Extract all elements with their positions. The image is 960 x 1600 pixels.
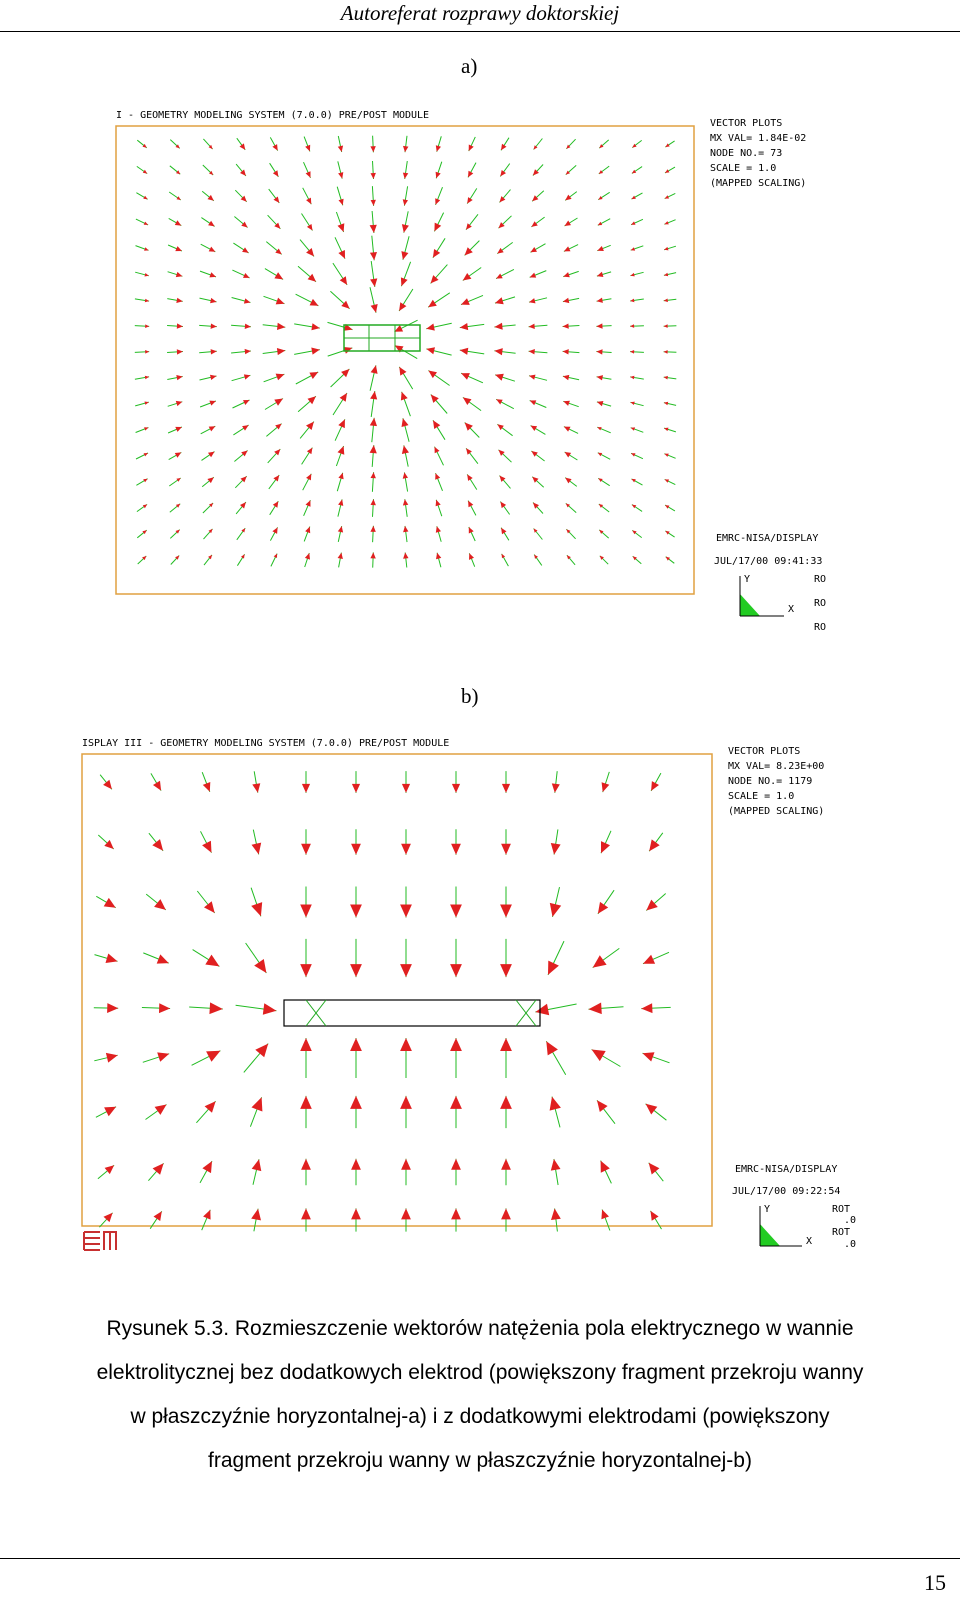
vector-arrowhead: [501, 844, 511, 855]
figure-b-electrode: [284, 1000, 540, 1026]
vector-arrowhead: [467, 197, 473, 204]
vector-arrowhead: [593, 955, 607, 967]
vector-arrowhead: [176, 298, 182, 303]
figure-a-axis-y: Y: [744, 574, 751, 585]
figure-b-info-line: MX VAL= 8.23E+00: [728, 761, 825, 772]
vector-arrowhead: [651, 1211, 659, 1221]
vector-arrowhead: [534, 555, 538, 559]
vector-arrowhead: [311, 348, 320, 355]
vector-arrowhead: [350, 1096, 362, 1109]
vector-arrowhead: [205, 955, 219, 967]
vector-arrowhead: [301, 1208, 311, 1219]
vector-arrowhead: [301, 844, 311, 855]
vector-arrowhead: [154, 1211, 162, 1221]
vector-arrowhead: [371, 200, 376, 206]
vector-arrowhead: [306, 422, 314, 430]
vector-arrowhead: [563, 298, 569, 303]
vector-arrowhead: [401, 277, 408, 286]
vector-arrowhead: [370, 146, 375, 152]
figure-b-info-line: SCALE = 1.0: [728, 791, 795, 802]
vector-arrowhead: [550, 1097, 561, 1111]
vector-arrowhead: [157, 954, 169, 963]
vector-arrowhead: [274, 272, 283, 279]
figure-a-info-line: (MAPPED SCALING): [710, 178, 807, 189]
vector-arrowhead: [631, 427, 635, 430]
vector-arrowhead: [550, 903, 561, 917]
vector-arrowhead: [450, 905, 462, 918]
vector-arrowhead: [495, 297, 504, 304]
vector-arrowhead: [463, 397, 472, 405]
vector-arrowhead: [565, 221, 572, 227]
vector-arrowhead: [500, 905, 512, 918]
vector-arrowhead: [106, 954, 118, 964]
vector-arrowhead: [551, 1209, 561, 1221]
vector-arrowhead: [529, 375, 536, 380]
vector-arrowhead: [340, 276, 347, 285]
vector-arrowhead: [338, 172, 343, 179]
vector-arrowhead: [436, 145, 441, 152]
vector-arrowhead: [300, 1096, 312, 1109]
figure-a-rot-label: RO: [814, 574, 827, 585]
vector-arrowhead: [273, 170, 279, 177]
vector-arrowhead: [563, 324, 569, 329]
vector-arrowhead: [494, 348, 502, 355]
vector-arrowhead: [428, 300, 437, 307]
vector-arrowhead: [664, 376, 668, 380]
vector-arrowhead: [529, 324, 535, 329]
vector-arrowhead: [400, 1096, 412, 1109]
vector-arrowhead: [632, 505, 636, 509]
vector-arrowhead: [104, 898, 116, 908]
vector-arrowhead: [340, 393, 347, 402]
vector-arrowhead: [400, 964, 412, 977]
running-header: Autoreferat rozprawy doktorskiej: [340, 1, 620, 25]
vector-arrowhead: [630, 350, 634, 354]
vector-arrowhead: [436, 172, 441, 179]
vector-arrowhead: [630, 324, 634, 328]
figure-a-rot-label: RO: [814, 622, 827, 633]
vector-arrowhead: [401, 251, 408, 260]
vector-arrowhead: [399, 367, 406, 376]
vector-arrowhead: [251, 1209, 261, 1221]
vector-arrowhead: [209, 1002, 222, 1014]
vector-arrowhead: [208, 221, 215, 227]
vector-arrowhead: [211, 324, 217, 329]
vector-arrowhead: [451, 1159, 461, 1170]
vector-arrowhead: [206, 1051, 220, 1062]
vector-arrowhead: [311, 323, 319, 330]
vector-arrowhead: [597, 401, 604, 406]
vector-arrowhead: [565, 195, 571, 201]
vector-arrowhead: [436, 500, 441, 507]
figure-a-rot-label: RO: [814, 598, 827, 609]
vector-arrowhead: [338, 146, 343, 153]
vector-arrowhead: [531, 221, 537, 227]
vector-arrowhead: [665, 531, 669, 535]
header-rule: [0, 31, 960, 32]
vector-arrowhead: [338, 499, 343, 506]
figure-a-axis-triad: [740, 574, 826, 633]
figure-a-info-line: SCALE = 1.0: [710, 163, 777, 174]
vector-arrowhead: [529, 349, 535, 354]
vector-arrowhead: [176, 478, 180, 482]
vector-arrowhead: [177, 349, 183, 354]
vector-arrowhead: [370, 526, 375, 532]
vector-arrowhead: [646, 900, 658, 911]
caption-line: w płaszczyźnie horyzontalnej-a) i z dodatkowymi elektrodami (powiększony: [130, 1405, 830, 1428]
vector-arrowhead: [589, 1003, 602, 1015]
vector-arrowhead: [252, 1159, 262, 1171]
vector-arrowhead: [400, 905, 412, 918]
vector-arrowhead: [664, 247, 668, 251]
vector-arrowhead: [145, 376, 149, 380]
figure-b-footer-line: EMRC-NISA/DISPLAY: [735, 1164, 838, 1175]
vector-arrowhead: [641, 1003, 652, 1013]
vector-arrowhead: [630, 376, 634, 380]
vector-arrowhead: [338, 223, 345, 232]
vector-arrowhead: [596, 349, 602, 354]
vector-arrowhead: [495, 374, 504, 381]
vector-arrowhead: [563, 375, 569, 380]
vector-arrowhead: [143, 170, 147, 174]
vector-arrowhead: [466, 448, 472, 454]
vector-arrowhead: [370, 391, 377, 399]
vector-arrowhead: [145, 324, 149, 328]
vector-arrowhead: [350, 1038, 362, 1051]
vector-arrowhead: [273, 501, 279, 508]
vector-arrowhead: [592, 1050, 606, 1062]
vector-arrowhead: [428, 371, 437, 379]
vector-arrowhead: [664, 428, 668, 432]
vector-arrowhead: [403, 199, 408, 205]
vector-arrowhead: [551, 1159, 561, 1171]
vector-arrowhead: [305, 553, 310, 560]
figure-b: [80, 732, 870, 1262]
vector-arrowhead: [338, 553, 343, 559]
vector-arrowhead: [263, 1003, 277, 1015]
vector-arrowhead: [563, 401, 570, 406]
vector-arrowhead: [643, 1052, 655, 1061]
vector-arrowhead: [252, 843, 262, 855]
vector-arrowhead: [452, 784, 460, 793]
vector-arrowhead: [403, 472, 408, 478]
vector-arrowhead: [273, 475, 279, 481]
vector-arrowhead: [529, 298, 536, 303]
vector-arrowhead: [664, 350, 668, 354]
vector-arrowhead: [597, 1100, 608, 1112]
vector-arrowhead: [307, 448, 313, 455]
vector-arrowhead: [371, 472, 376, 478]
vector-arrowhead: [103, 780, 112, 790]
vector-arrowhead: [302, 784, 310, 793]
vector-arrowhead: [450, 1038, 462, 1051]
vector-arrowhead: [370, 418, 377, 426]
vector-arrowhead: [211, 349, 217, 354]
vector-arrowhead: [649, 1163, 660, 1175]
figure-a-info-line: VECTOR PLOTS: [710, 118, 783, 129]
vector-arrowhead: [240, 143, 246, 149]
figure-a-footer-line: EMRC-NISA/DISPLAY: [716, 533, 819, 544]
vector-arrowhead: [251, 902, 262, 916]
vector-arrowhead: [252, 1097, 263, 1111]
vector-arrowhead: [466, 223, 472, 229]
figure-b-footer-line: JUL/17/00 09:22:54: [732, 1186, 841, 1197]
vector-arrowhead: [451, 1208, 461, 1219]
vector-arrowhead: [450, 1096, 462, 1109]
vector-arrowhead: [305, 527, 310, 534]
vector-arrowhead: [351, 844, 361, 855]
figure-a-electrode: [344, 325, 420, 351]
vector-arrowhead: [301, 1159, 311, 1170]
figure-b-info-line: VECTOR PLOTS: [728, 746, 801, 757]
vector-arrowhead: [502, 784, 510, 793]
vector-arrowhead: [451, 844, 461, 855]
figure-a-banner: I - GEOMETRY MODELING SYSTEM (7.0.0) PRE/POST MODULE: [116, 110, 430, 121]
vector-arrowhead: [563, 349, 569, 354]
vector-arrowhead: [597, 375, 603, 380]
figure-caption: [40, 1307, 920, 1483]
figure-b-frame: [82, 754, 712, 1226]
vector-arrowhead: [433, 420, 440, 429]
vector-arrowhead: [371, 499, 376, 505]
vector-arrowhead: [202, 1161, 212, 1173]
vector-arrowhead: [339, 199, 344, 206]
vector-arrowhead: [500, 502, 506, 509]
vector-arrowhead: [501, 1208, 511, 1219]
vector-arrowhead: [551, 843, 561, 855]
vector-arrowhead: [463, 273, 472, 281]
figure-b-rot-label: ROT: [832, 1227, 851, 1238]
vector-arrowhead: [145, 402, 149, 405]
vector-arrowhead: [531, 426, 538, 431]
vector-arrowhead: [400, 1038, 412, 1051]
caption-line: Rysunek 5.3. Rozmieszczenie wektorów natężenia pola elektrycznego w wannie: [106, 1317, 854, 1340]
vector-arrowhead: [664, 324, 668, 328]
vector-arrowhead: [403, 173, 408, 179]
vector-arrowhead: [351, 1208, 361, 1219]
vector-arrowhead: [209, 401, 216, 406]
figure-b-logo: [84, 1232, 116, 1250]
page-number: 15: [924, 1570, 946, 1595]
vector-arrowhead: [144, 427, 148, 430]
figure-a-label: a): [461, 54, 478, 78]
vector-arrowhead: [399, 302, 406, 311]
vector-arrowhead: [370, 225, 377, 233]
vector-arrowhead: [535, 1004, 549, 1016]
vector-arrowhead: [152, 839, 163, 851]
figure-b-info-line: NODE NO.= 1179: [728, 776, 813, 787]
vector-arrowhead: [552, 783, 560, 792]
vector-arrowhead: [245, 349, 251, 354]
figure-b-label: b): [461, 684, 479, 708]
vector-arrowhead: [546, 1041, 558, 1055]
vector-arrowhead: [403, 146, 408, 152]
vector-arrowhead: [500, 964, 512, 977]
vector-arrowhead: [242, 425, 249, 431]
vector-arrowhead: [244, 374, 251, 379]
vector-arrowhead: [371, 304, 378, 313]
vector-arrowhead: [300, 1038, 312, 1051]
vector-arrowhead: [276, 374, 285, 381]
vector-arrowhead: [277, 348, 285, 355]
figure-b-rot-label: ROT: [832, 1204, 851, 1215]
vector-arrowhead: [565, 452, 572, 458]
vector-arrowhead: [501, 1159, 511, 1170]
vector-arrowhead: [500, 1038, 512, 1051]
vector-arrowhead: [177, 196, 181, 200]
vector-arrowhead: [306, 248, 314, 256]
figure-b-vector-plot: [80, 732, 870, 1262]
vector-arrowhead: [497, 424, 503, 430]
footer-rule: [0, 1558, 960, 1559]
figure-a: [110, 104, 840, 634]
vector-arrowhead: [277, 323, 285, 330]
vector-arrowhead: [370, 445, 377, 453]
caption-line: fragment przekroju wanny w płaszczyźnie horyzontalnej-b): [208, 1449, 752, 1472]
vector-arrowhead: [403, 526, 408, 532]
caption-line: elektrolitycznej bez dodatkowych elektrod (powiększony fragment przekroju wanny: [96, 1361, 864, 1384]
vector-arrowhead: [601, 1210, 609, 1220]
vector-arrowhead: [274, 399, 283, 406]
vector-arrowhead: [210, 375, 217, 380]
vector-arrowhead: [460, 348, 469, 355]
vector-arrowhead: [402, 784, 410, 793]
vector-arrowhead: [401, 1159, 411, 1170]
vector-arrowhead: [106, 1053, 118, 1063]
vector-arrowhead: [665, 143, 669, 147]
vector-arrowhead: [352, 784, 360, 793]
vector-arrowhead: [107, 1003, 118, 1013]
vector-arrowhead: [370, 252, 377, 260]
figure-a-info-line: MX VAL= 1.84E-02: [710, 133, 807, 144]
vector-arrowhead: [307, 224, 313, 231]
vector-arrowhead: [460, 323, 468, 330]
vector-arrowhead: [531, 451, 537, 457]
vector-arrowhead: [252, 783, 260, 793]
vector-arrowhead: [105, 1165, 115, 1174]
vector-arrowhead: [177, 323, 183, 328]
vector-arrowhead: [157, 1052, 169, 1061]
figure-b-axis-y: Y: [764, 1204, 771, 1215]
vector-arrowhead: [500, 1096, 512, 1109]
vector-arrowhead: [351, 1159, 361, 1170]
figure-a-frame: [116, 126, 694, 594]
vector-arrowhead: [497, 248, 503, 254]
vector-arrowhead: [401, 1208, 411, 1219]
vector-arrowhead: [209, 272, 216, 277]
vector-arrowhead: [154, 899, 166, 910]
vector-arrowhead: [371, 173, 376, 179]
figure-a-footer-line: JUL/17/00 09:41:33: [714, 556, 823, 567]
vector-arrowhead: [210, 298, 216, 303]
figure-b-arrows: [94, 771, 671, 1232]
vector-arrowhead: [176, 272, 183, 277]
vector-arrowhead: [370, 278, 377, 287]
vector-arrowhead: [176, 401, 183, 406]
figure-a-vector-plot: [110, 104, 840, 634]
vector-arrowhead: [631, 247, 635, 250]
vector-arrowhead: [403, 499, 408, 505]
vector-arrowhead: [565, 478, 571, 484]
vector-arrowhead: [338, 473, 343, 480]
vector-arrowhead: [597, 272, 604, 277]
vector-arrowhead: [145, 350, 149, 354]
vector-arrowhead: [646, 1104, 658, 1115]
vector-arrowhead: [426, 347, 435, 354]
vector-arrowhead: [153, 1163, 164, 1175]
vector-arrowhead: [597, 298, 603, 303]
vector-arrowhead: [204, 901, 215, 913]
vector-arrowhead: [563, 272, 570, 277]
vector-arrowhead: [274, 197, 280, 203]
vector-arrowhead: [450, 964, 462, 977]
vector-arrowhead: [371, 365, 378, 374]
vector-arrowhead: [602, 782, 610, 792]
figure-b-rot-label: .0: [844, 1215, 857, 1226]
vector-arrowhead: [649, 839, 660, 851]
vector-arrowhead: [338, 526, 343, 532]
vector-arrowhead: [143, 504, 147, 508]
vector-arrowhead: [245, 324, 251, 329]
vector-arrowhead: [176, 375, 182, 380]
vector-arrowhead: [338, 446, 345, 455]
vector-arrowhead: [501, 144, 507, 151]
figure-a-axis-x: X: [788, 604, 795, 615]
vector-arrowhead: [300, 964, 312, 977]
vector-arrowhead: [401, 844, 411, 855]
figure-b-banner: ISPLAY III - GEOMETRY MODELING SYSTEM (7.0.0) PRE/POST MODULE: [82, 738, 450, 749]
vector-arrowhead: [402, 224, 409, 233]
vector-arrowhead: [436, 553, 441, 560]
vector-arrowhead: [426, 324, 435, 331]
vector-arrowhead: [402, 445, 409, 454]
vector-arrowhead: [242, 247, 249, 253]
figure-a-info-line: NODE NO.= 73: [710, 148, 783, 159]
vector-arrowhead: [596, 323, 602, 328]
vector-arrowhead: [370, 552, 375, 558]
vector-arrowhead: [104, 1107, 116, 1117]
vector-arrowhead: [144, 247, 148, 250]
vector-arrowhead: [433, 249, 440, 258]
vector-arrowhead: [500, 170, 506, 176]
vector-arrowhead: [254, 959, 266, 973]
vector-arrowhead: [276, 298, 285, 305]
vector-arrowhead: [255, 1044, 268, 1058]
figure-b-rot-label: .0: [844, 1239, 857, 1250]
vector-arrowhead: [494, 323, 502, 330]
vector-arrowhead: [651, 781, 659, 791]
vector-arrowhead: [598, 902, 608, 914]
figure-b-info-line: (MAPPED SCALING): [728, 806, 825, 817]
vector-arrowhead: [467, 474, 473, 481]
vector-arrowhead: [402, 418, 409, 427]
vector-arrowhead: [159, 1003, 170, 1013]
figure-b-axis-triad: [760, 1204, 856, 1250]
vector-arrowhead: [244, 298, 251, 303]
vector-arrowhead: [401, 392, 408, 401]
vector-arrowhead: [350, 964, 362, 977]
vector-arrowhead: [501, 528, 506, 535]
vector-arrowhead: [155, 1105, 167, 1115]
vector-arrowhead: [153, 781, 161, 791]
vector-arrowhead: [350, 905, 362, 918]
vector-arrowhead: [203, 782, 211, 792]
figure-b-axis-x: X: [806, 1236, 813, 1247]
vector-arrowhead: [300, 905, 312, 918]
vector-arrowhead: [630, 299, 634, 303]
vector-arrowhead: [208, 452, 215, 458]
